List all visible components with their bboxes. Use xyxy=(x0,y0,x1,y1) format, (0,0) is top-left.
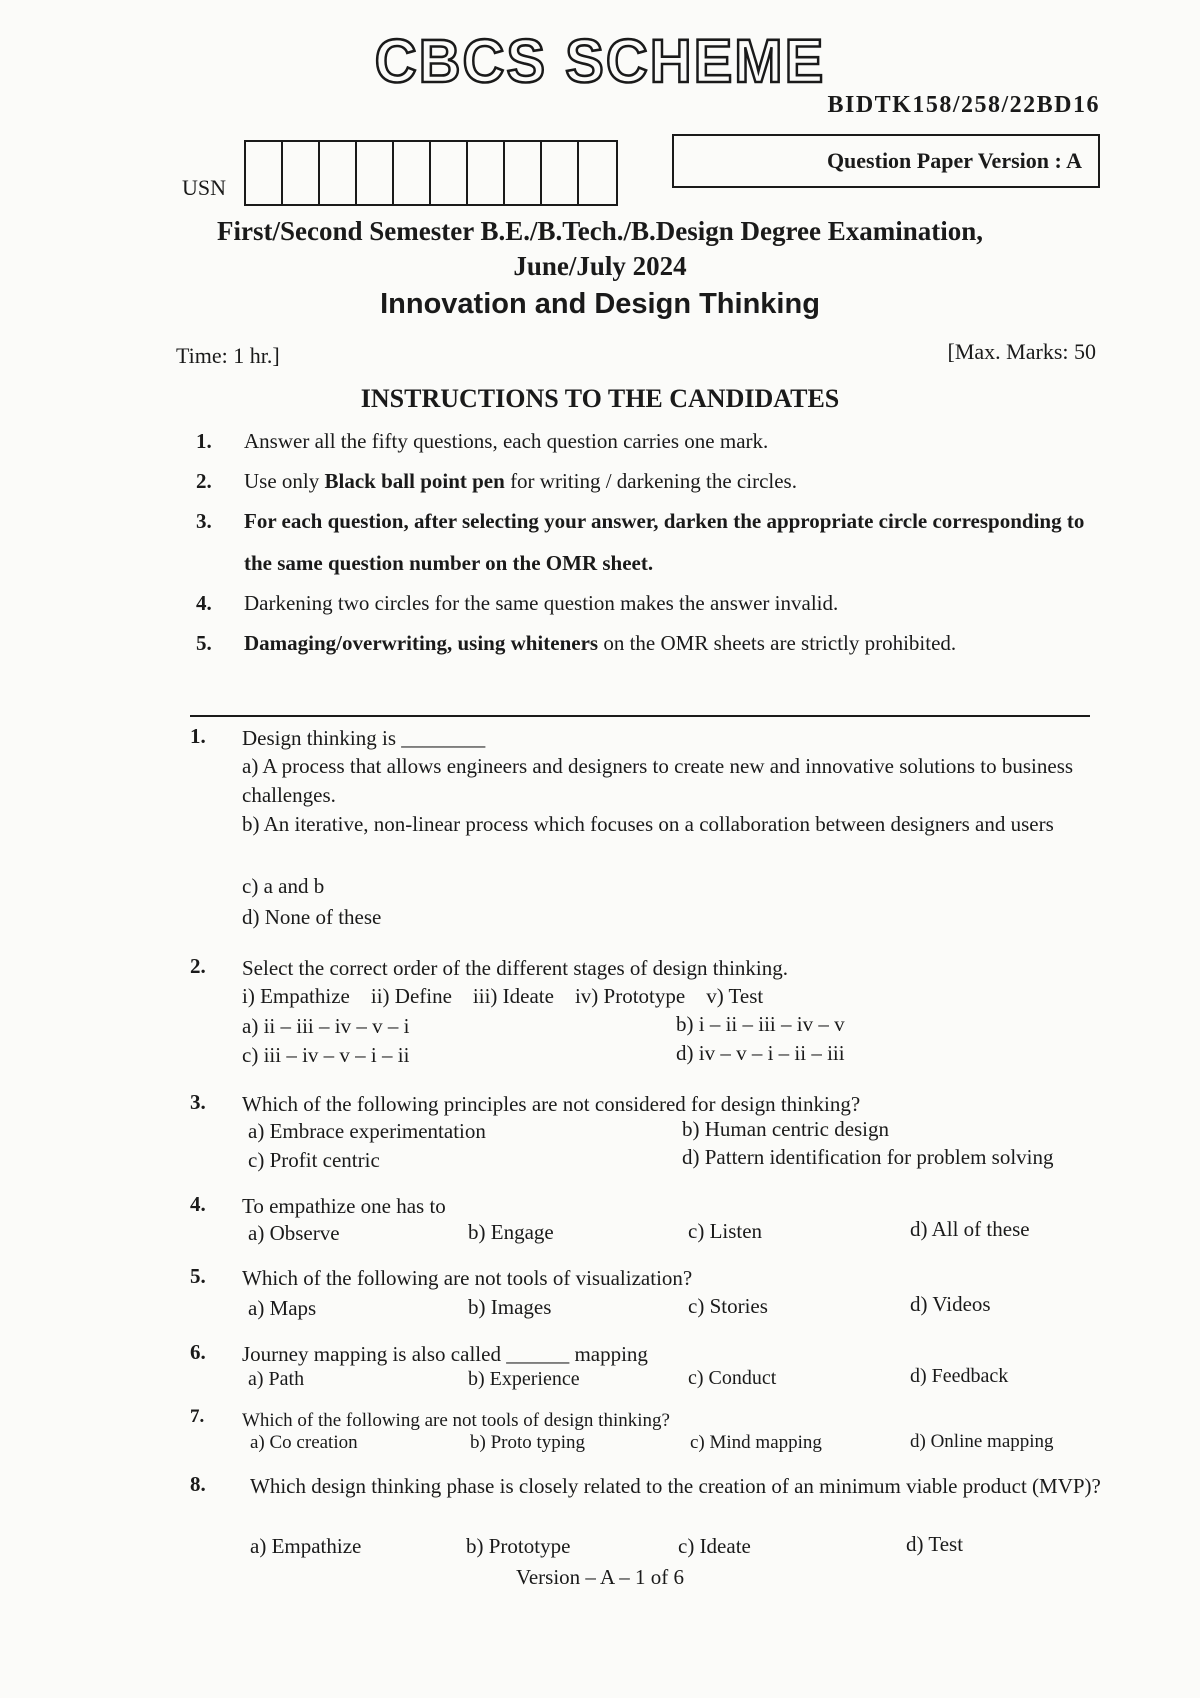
option-b: b) Experience xyxy=(468,1368,580,1390)
usn-box-grid xyxy=(244,140,618,206)
option-d: d) All of these xyxy=(910,1217,1030,1241)
option-a: a) Co creation xyxy=(250,1432,358,1453)
option-c: c) Conduct xyxy=(688,1367,777,1389)
design-thinking-stages: i) Empathize ii) Define iii) Ideate iv) Prototype v) Test xyxy=(242,984,764,1008)
usn-label: USN xyxy=(182,175,227,200)
option-c: c) Stories xyxy=(688,1294,768,1318)
option-c: c) Profit centric xyxy=(248,1148,380,1172)
question-text: Which design thinking phase is closely related to the creation of an minimum viable product (MVP)? xyxy=(250,1474,1101,1498)
instruction-number: 3. xyxy=(196,509,212,533)
instruction-item xyxy=(196,500,1106,584)
instruction-number: 4. xyxy=(196,591,212,615)
option-a: a) Empathize xyxy=(250,1534,362,1558)
usn-cell xyxy=(468,142,505,204)
usn-cell xyxy=(320,142,357,204)
question-number: 4. xyxy=(190,1192,206,1216)
question-text: Which of the following are not tools of design thinking? xyxy=(242,1410,670,1431)
exam-title-line2: June/July 2024 xyxy=(513,251,687,281)
instruction-number: 5. xyxy=(196,631,212,655)
subject-title: Innovation and Design Thinking xyxy=(380,288,820,320)
option-b: b) Human centric design xyxy=(682,1117,890,1141)
cbcs-scheme-heading: CBCS SCHEME xyxy=(374,27,826,96)
divider-line xyxy=(190,715,1090,717)
instruction-text: Use only xyxy=(244,469,325,493)
question-text: Design thinking is ________ xyxy=(242,726,486,750)
instruction-bold-text: Damaging/overwriting, using whiteners xyxy=(244,631,599,655)
max-marks: [Max. Marks: 50 xyxy=(947,339,1096,364)
question-number: 3. xyxy=(190,1090,206,1114)
question-number: 2. xyxy=(190,954,206,978)
option-d: d) Videos xyxy=(910,1292,991,1316)
usn-cell xyxy=(542,142,579,204)
instruction-number: 2. xyxy=(196,469,212,493)
usn-cell xyxy=(246,142,283,204)
usn-cell xyxy=(505,142,542,204)
time-allowed: Time: 1 hr.] xyxy=(176,343,280,368)
question-text: Which of the following principles are not considered for design thinking? xyxy=(242,1092,861,1116)
question-1 xyxy=(190,724,1110,929)
usn-cell xyxy=(431,142,468,204)
question-number: 7. xyxy=(190,1406,205,1427)
instruction-bold-text: For each question, after selecting your answer, darken the appropriate circle corresponding to the same question number on the OMR sheet. xyxy=(244,509,1085,575)
question-text: Which of the following are not tools of visualization? xyxy=(242,1266,693,1290)
instruction-item xyxy=(196,582,1106,624)
instruction-text: on the OMR sheets are strictly prohibited. xyxy=(598,631,957,655)
option-c: c) a and b xyxy=(242,874,325,898)
option-c: c) Mind mapping xyxy=(690,1432,822,1453)
question-4 xyxy=(190,1192,1110,1245)
option-d: d) Test xyxy=(906,1532,964,1556)
option-b: b) Engage xyxy=(468,1220,554,1244)
question-number: 8. xyxy=(190,1472,206,1496)
option-d: d) Online mapping xyxy=(910,1431,1054,1452)
question-number: 5. xyxy=(190,1264,206,1288)
option-b: b) i – ii – iii – iv – v xyxy=(676,1012,845,1036)
option-a: a) Path xyxy=(248,1368,305,1390)
instruction-text: Answer all the fifty questions, each question carries one mark. xyxy=(244,429,769,453)
question-number: 1. xyxy=(190,724,206,748)
question-text: Journey mapping is also called ______ mapping xyxy=(242,1342,648,1366)
instruction-text: Darkening two circles for the same question makes the answer invalid. xyxy=(244,591,839,615)
option-c: c) Listen xyxy=(688,1219,763,1243)
option-a: a) A process that allows engineers and designers to create new and innovative solutions to business challenges. xyxy=(242,754,1074,807)
version-label: Question Paper Version : A xyxy=(826,148,1082,173)
option-b: b) Prototype xyxy=(466,1534,571,1558)
option-c: c) iii – iv – v – i – ii xyxy=(242,1043,410,1067)
page-footer: Version – A – 1 of 6 xyxy=(516,1565,684,1589)
option-d: d) Pattern identification for problem solving xyxy=(682,1145,1054,1169)
option-d: d) None of these xyxy=(242,905,382,929)
usn-cell xyxy=(579,142,616,204)
question-number: 6. xyxy=(190,1340,206,1364)
instruction-item xyxy=(196,420,1106,462)
option-c: c) Ideate xyxy=(678,1534,751,1558)
option-a: a) Embrace experimentation xyxy=(248,1119,486,1143)
instruction-item xyxy=(196,622,1106,664)
exam-title-line1: First/Second Semester B.E./B.Tech./B.Design Degree Examination, xyxy=(217,216,983,246)
usn-cell xyxy=(357,142,394,204)
option-d: d) Feedback xyxy=(910,1365,1009,1387)
question-text: Select the correct order of the different stages of design thinking. xyxy=(242,956,789,980)
usn-cell xyxy=(394,142,431,204)
instruction-text: for writing / darkening the circles. xyxy=(504,469,797,493)
question-2 xyxy=(190,954,1110,1067)
usn-cell xyxy=(283,142,320,204)
question-7 xyxy=(190,1406,1110,1453)
instruction-bold-text: Black ball point pen xyxy=(324,469,505,493)
question-paper-version-box xyxy=(672,134,1100,188)
question-5 xyxy=(190,1264,1110,1320)
option-a: a) Observe xyxy=(248,1221,340,1245)
question-6 xyxy=(190,1340,1110,1390)
question-8 xyxy=(190,1472,1110,1558)
option-d: d) iv – v – i – ii – iii xyxy=(676,1041,845,1065)
option-b: b) An iterative, non-linear process which focuses on a collaboration between designers and users xyxy=(242,812,1054,836)
paper-code: BIDTK158/258/22BD16 xyxy=(827,92,1100,118)
option-b: b) Proto typing xyxy=(470,1432,586,1453)
instruction-number: 1. xyxy=(196,429,212,453)
instruction-item xyxy=(196,460,1106,502)
instructions-heading: INSTRUCTIONS TO THE CANDIDATES xyxy=(360,384,840,413)
question-text: To empathize one has to xyxy=(242,1194,446,1218)
option-a: a) Maps xyxy=(248,1296,317,1320)
option-a: a) ii – iii – iv – v – i xyxy=(242,1014,410,1038)
option-b: b) Images xyxy=(468,1295,552,1319)
question-3 xyxy=(190,1090,1110,1172)
